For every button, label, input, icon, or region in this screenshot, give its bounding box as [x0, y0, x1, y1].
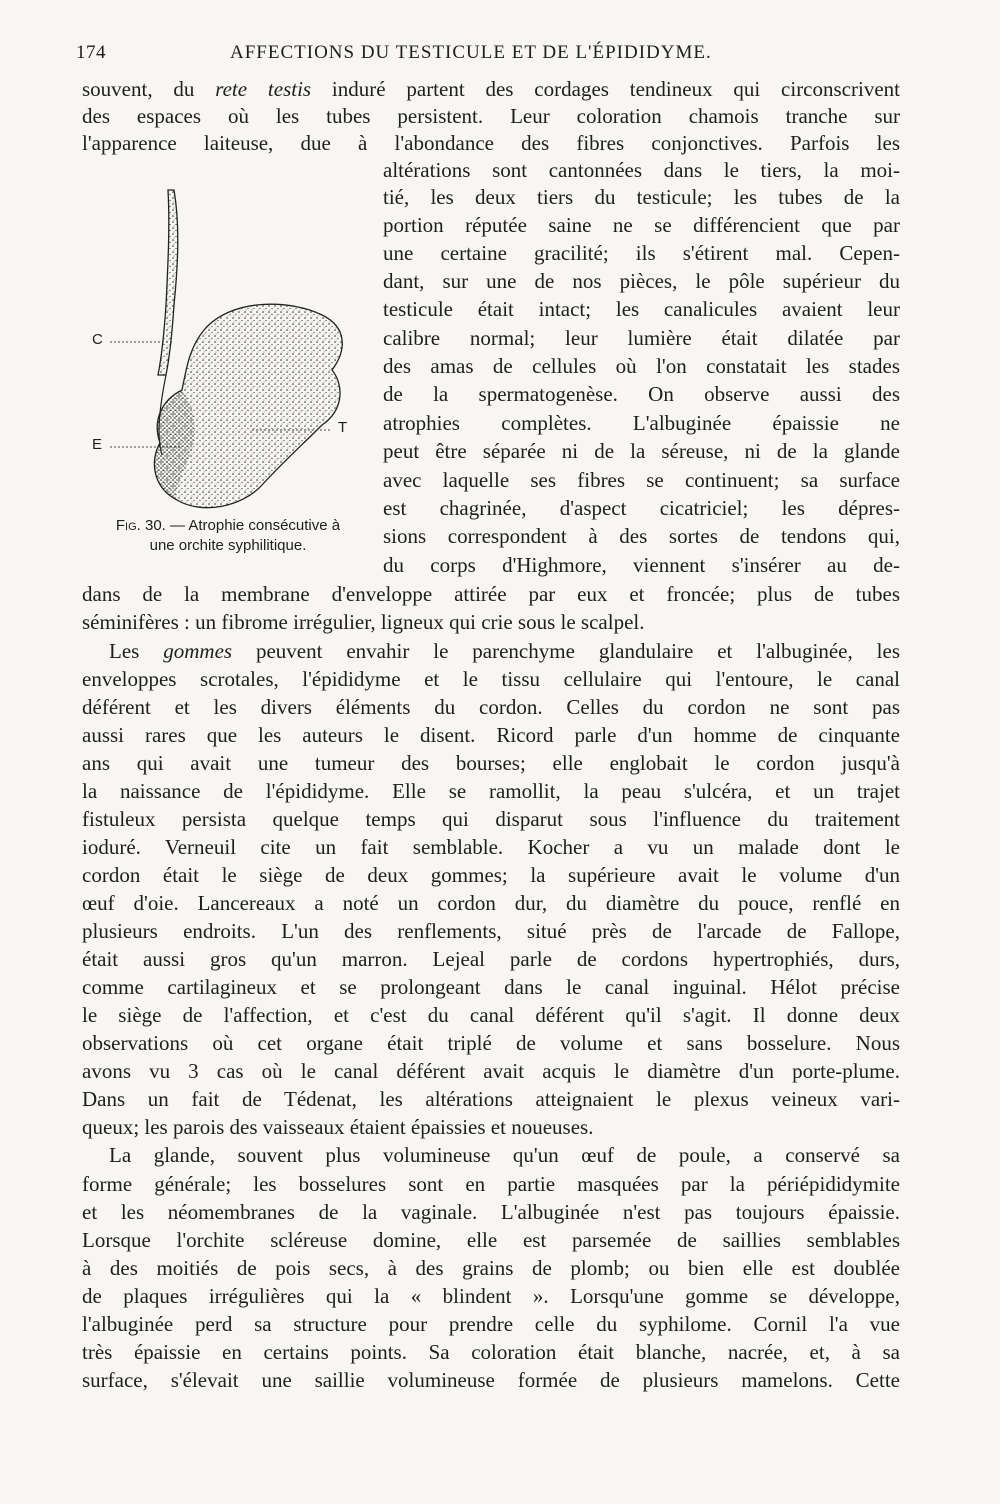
paragraph-start: Les gommes peuvent envahir le parenchyme glandulaire et l'albuginée, les: [109, 639, 900, 663]
text-line: peut être séparée ni de la séreuse, ni de la glande: [383, 439, 900, 463]
text-line: souvent, du rete testis induré partent des cordages tendineux qui circonscrivent: [82, 77, 900, 101]
text-line: aussi rares que les auteurs le disent. Ricord parle d'un homme de cinquante: [82, 723, 900, 747]
text-line: surface, s'élevait une saillie volumineuse formée de plusieurs mamelons. Cette: [82, 1368, 900, 1392]
text-line: fistuleux persista quelque temps qui disparut sous l'influence du traitement: [82, 807, 900, 831]
figure-label-c: C: [92, 331, 103, 348]
figure-number: Fig. 30.: [115, 517, 166, 534]
text-line: est chagrinée, d'aspect cicatriciel; les dépres-: [383, 496, 900, 520]
text-line: portion réputée saine ne se différencient que par: [383, 213, 900, 237]
italic-term: gommes: [163, 639, 233, 663]
paragraph-start: La glande, souvent plus volumineuse qu'un œuf de poule, a conservé sa: [109, 1143, 900, 1167]
page-number: 174: [76, 42, 106, 63]
text-line: Lorsque l'orchite scléreuse domine, elle est parsemée de saillies semblables: [82, 1228, 900, 1252]
text-line: cordon était le siège de deux gommes; la supérieure avait le volume d'un: [82, 863, 900, 887]
text-line: plusieurs endroits. L'un des renflements, situé près de l'arcade de Fallope,: [82, 919, 900, 943]
text-line: calibre normal; leur lumière était dilatée par: [383, 326, 900, 350]
text-line: des amas de cellules où l'on constatait les stades: [383, 354, 900, 378]
text-line: des espaces où les tubes persistent. Leur coloration chamois tranche sur: [82, 104, 900, 128]
text-line: ioduré. Verneuil cite un fait semblable. Kocher a vu un malade dont le: [82, 835, 900, 859]
text-line: séminifères : un fibrome irrégulier, ligneux qui crie sous le scalpel.: [82, 610, 645, 634]
text-line: avons vu 3 cas où le canal déférent avait acquis le diamètre d'un porte-plume.: [82, 1059, 900, 1083]
text-line: dant, sur une de nos pièces, le pôle supérieur du: [383, 269, 900, 293]
text-line: de la spermatogenèse. On observe aussi des: [383, 382, 900, 406]
text-line: avec laquelle ses fibres se continuent; sa surface: [383, 468, 900, 492]
figure-label-e: E: [92, 436, 103, 453]
italic-term: rete testis: [215, 77, 312, 101]
text-line: tié, les deux tiers du testicule; les tubes de la: [383, 185, 900, 209]
figure-label-t: T: [338, 419, 348, 436]
text-line: l'albuginée perd sa structure pour prendre celle du syphilome. Cornil l'a vue: [82, 1312, 900, 1336]
figure-caption: Fig. 30. — Atrophie consécutive à une orchite syphilitique.: [115, 517, 341, 554]
figure-testicle-illustration: [82, 185, 367, 555]
text-line: une certaine gracilité; ils s'étirent mal. Cepen-: [383, 241, 900, 265]
text-line: queux; les parois des vaisseaux étaient épaissies et noueuses.: [82, 1115, 594, 1139]
text-line: sions correspondent à des sortes de tendons qui,: [383, 524, 900, 548]
text-line: ans qui avait une tumeur des bourses; elle englobait le cordon jusqu'à: [82, 751, 900, 775]
text-line: observations où cet organe était triplé de volume et sans bosselure. Nous: [82, 1031, 900, 1055]
text-line: l'apparence laiteuse, due à l'abondance des fibres conjonctives. Parfois les: [82, 131, 900, 155]
text-line: très épaissie en certains points. Sa coloration était blanche, nacrée, et, à sa: [82, 1340, 900, 1364]
running-header: [76, 42, 906, 70]
text-line: le siège de l'affection, et c'est du canal déférent qu'il s'agit. Il donne deux: [82, 1003, 900, 1027]
text-line: de plaques irrégulières qui la « blindent ». Lorsqu'une gomme se développe,: [82, 1284, 900, 1308]
text-line: œuf d'oie. Lancereaux a noté un cordon dur, du diamètre du pouce, renflé en: [82, 891, 900, 915]
text-line: forme générale; les bosselures sont en partie masquées par la périépididymite: [82, 1172, 900, 1196]
text-line: et les néomembranes de la vaginale. L'albuginée n'est pas toujours épaissie.: [82, 1200, 900, 1224]
text-line: à des moitiés de pois secs, à des grains de plomb; ou bien elle est doublée: [82, 1256, 900, 1280]
text-line: était aussi gros qu'un marron. Lejeal parle de cordons hypertrophiés, durs,: [82, 947, 900, 971]
text-line: altérations sont cantonnées dans le tiers, la moi-: [383, 158, 900, 182]
running-head-title: AFFECTIONS DU TESTICULE ET DE L'ÉPIDIDYME.: [230, 42, 712, 63]
testicle-drawing: [82, 185, 367, 515]
text-line: comme cartilagineux et se prolongeant dans le canal inguinal. Hélot précise: [82, 975, 900, 999]
text-line: du corps d'Highmore, viennent s'insérer au de-: [383, 553, 900, 577]
text-line: Dans un fait de Tédenat, les altérations atteignaient le plexus veineux vari-: [82, 1087, 900, 1111]
text-line: testicule était intact; les canalicules avaient leur: [383, 297, 900, 321]
text-line: enveloppes scrotales, l'épididyme et le tissu cellulaire qui l'entoure, le canal: [82, 667, 900, 691]
text-line: déférent et les divers éléments du cordon. Celles du cordon ne sont pas: [82, 695, 900, 719]
text-line: dans de la membrane d'enveloppe attirée par eux et froncée; plus de tubes: [82, 582, 900, 606]
text-line: atrophies complètes. L'albuginée épaissie ne: [383, 411, 900, 435]
text-line: la naissance de l'épididyme. Elle se ramollit, la peau s'ulcéra, et un trajet: [82, 779, 900, 803]
